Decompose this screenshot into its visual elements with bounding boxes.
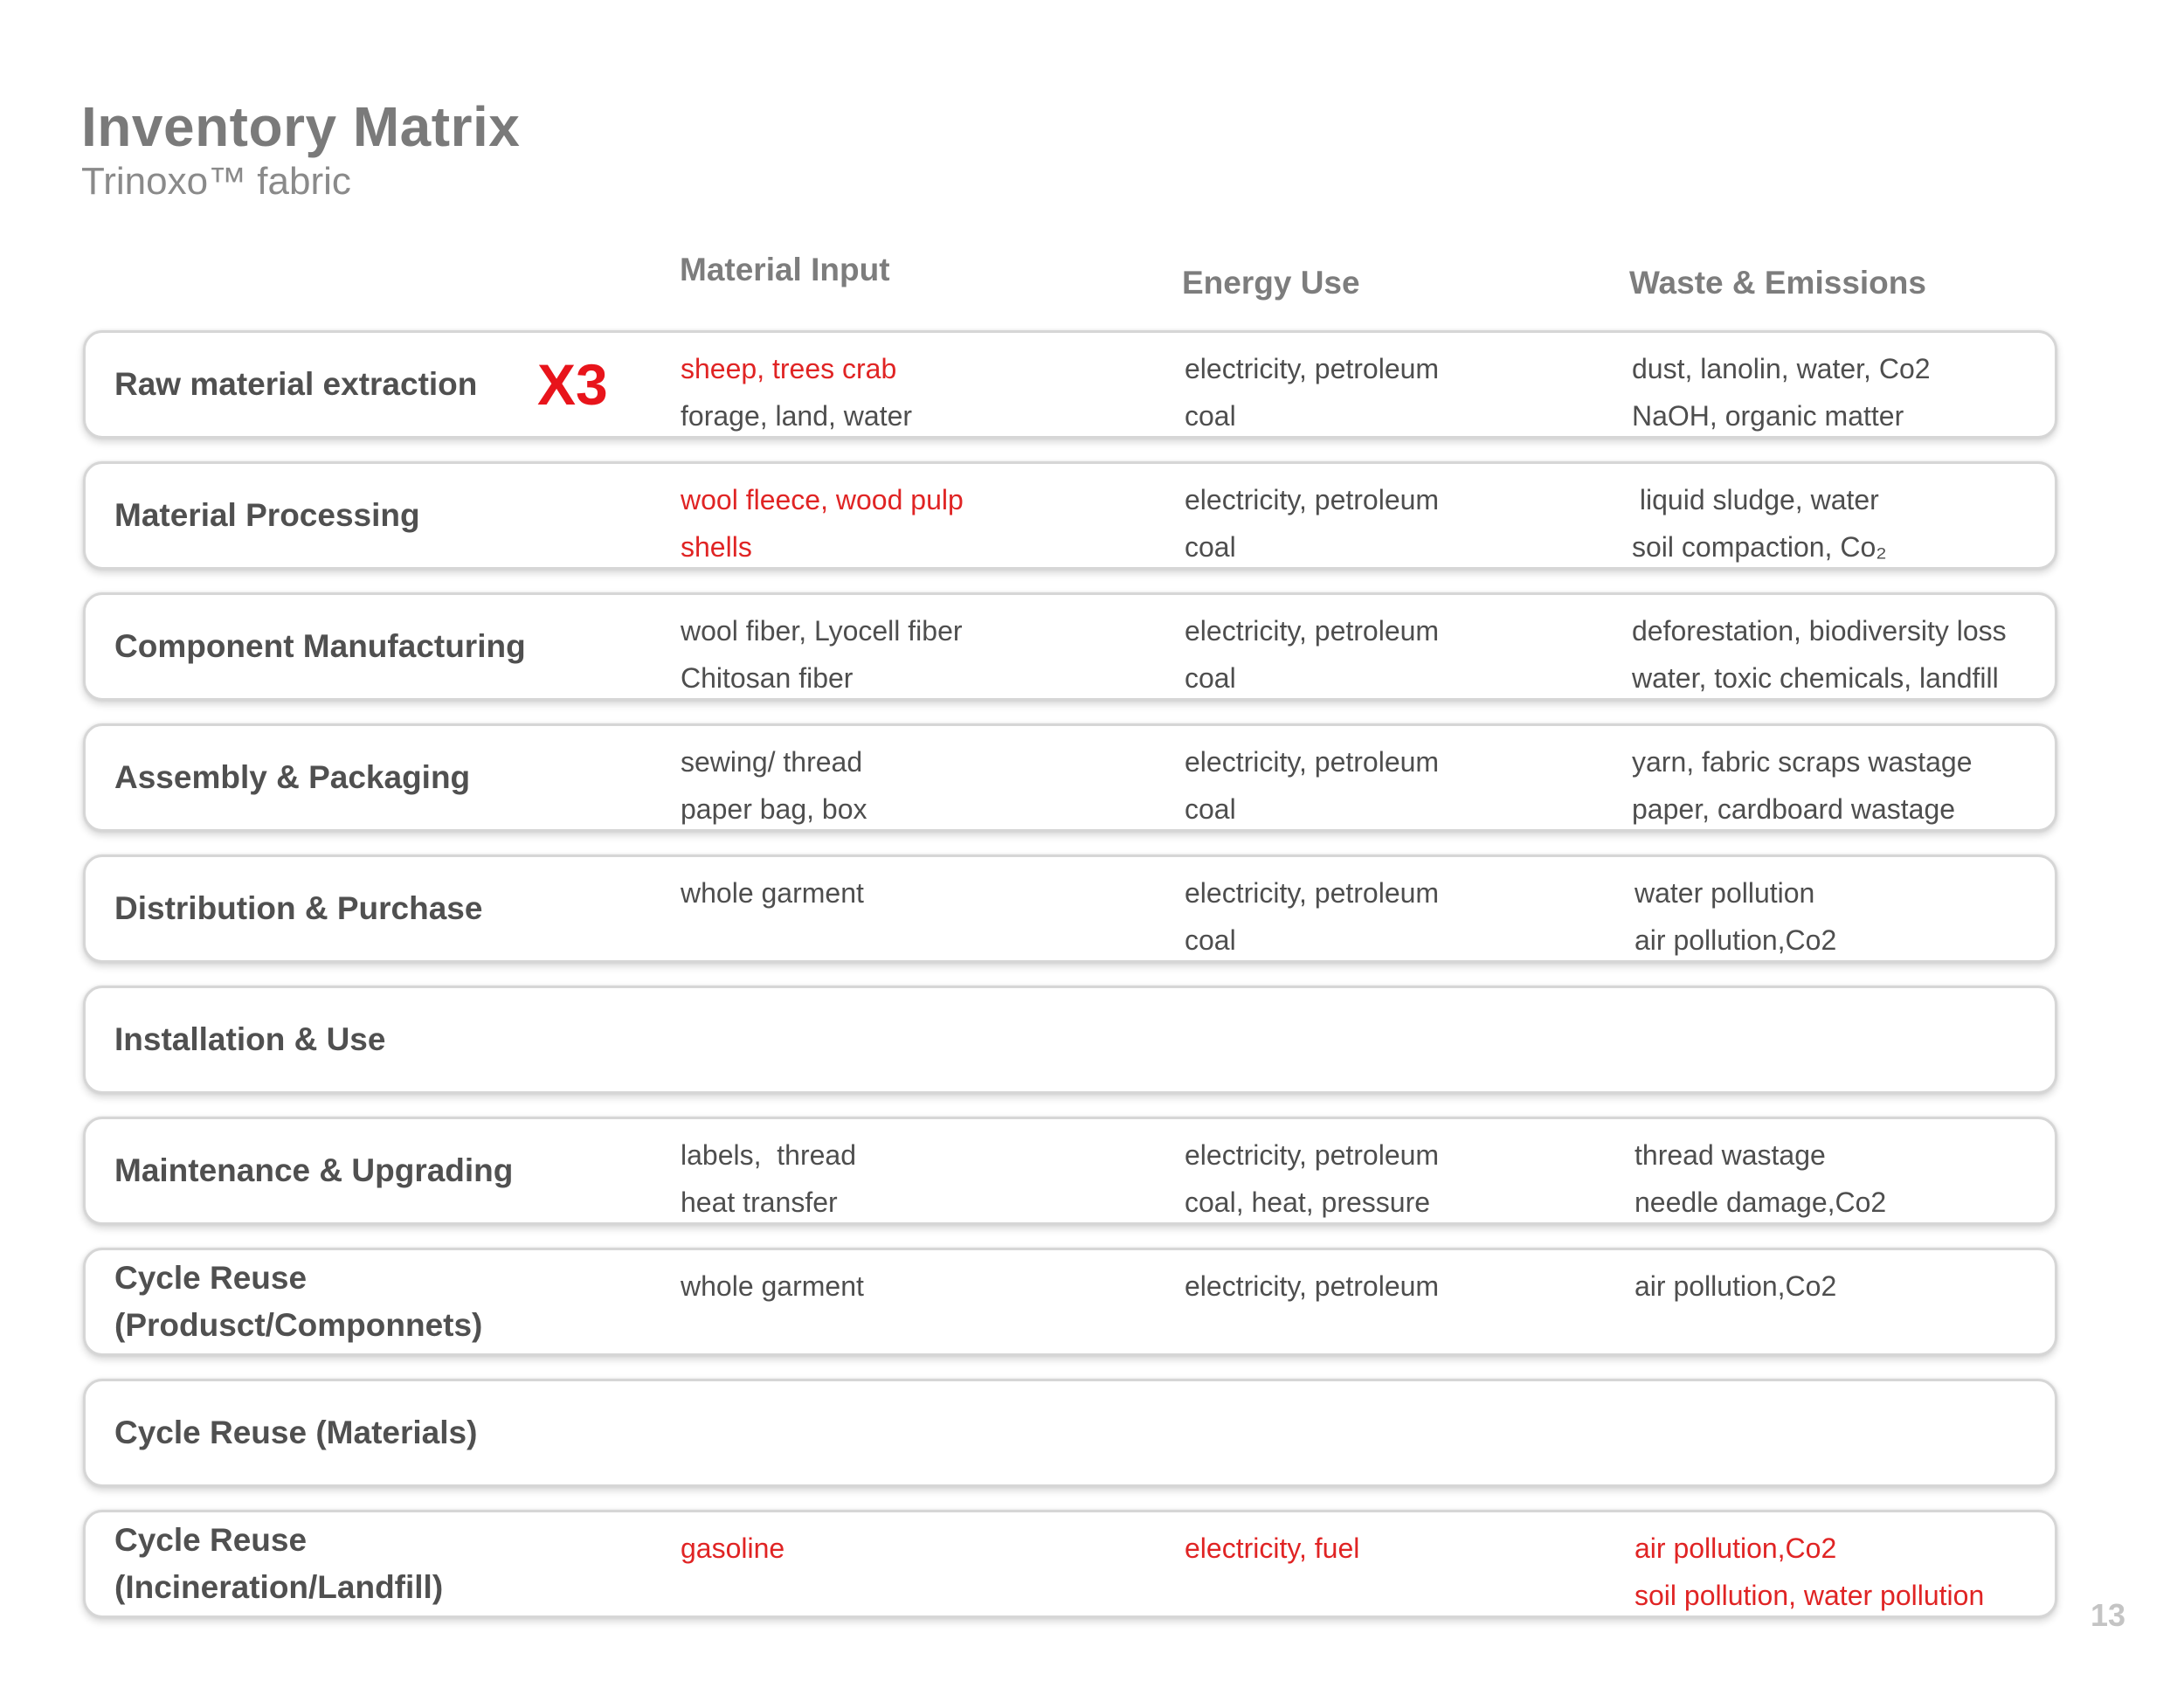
page-subtitle: Trinoxo™ fabric <box>81 160 351 203</box>
energy-line: electricity, petroleum <box>1185 484 1440 515</box>
waste-line: water pollution <box>1635 877 1815 909</box>
waste-line: needle damage,Co2 <box>1635 1186 1887 1218</box>
material-input-cell <box>681 476 964 571</box>
waste-line: air pollution,Co2 <box>1635 1532 1837 1564</box>
stage-label: Maintenance & Upgrading <box>114 1152 514 1188</box>
page-number: 13 <box>2091 1597 2126 1633</box>
energy-line: electricity, petroleum <box>1185 1270 1440 1302</box>
energy-line: electricity, fuel <box>1185 1532 1360 1564</box>
waste-emissions-cell <box>1632 607 2007 702</box>
waste-emissions-cell <box>1632 738 1973 833</box>
stage-label: Assembly & Packaging <box>114 759 471 795</box>
matrix-row-installation-use <box>83 986 2057 1094</box>
stage-label: Component Manufacturing <box>114 628 526 664</box>
matrix-row-distribution-purchase <box>83 854 2057 963</box>
energy-use-cell <box>1185 738 1439 833</box>
energy-use-cell <box>1185 476 1439 571</box>
energy-line: electricity, petroleum <box>1185 746 1440 778</box>
material-line: wool fleece, wood pulp <box>681 484 964 515</box>
energy-line: coal <box>1185 662 1236 694</box>
matrix-row-raw-material-extraction <box>83 330 2057 439</box>
waste-emissions-cell <box>1635 1131 1886 1226</box>
stage-label-line: Cycle Reuse <box>114 1260 308 1296</box>
material-input-cell <box>681 869 864 917</box>
waste-line: soil compaction, Co₂ <box>1632 531 1887 563</box>
energy-use-cell <box>1185 1131 1439 1226</box>
waste-emissions-cell <box>1632 476 1887 571</box>
material-line: gasoline <box>681 1532 785 1564</box>
material-input-cell <box>681 345 912 439</box>
stage-label <box>114 1255 674 1349</box>
energy-use-cell <box>1185 607 1439 702</box>
waste-line: dust, lanolin, water, Co2 <box>1632 353 1931 384</box>
waste-line: deforestation, biodiversity loss <box>1632 615 2007 647</box>
column-header-energy: Energy Use <box>1182 265 1360 301</box>
material-line: shells <box>681 531 752 563</box>
waste-emissions-cell <box>1632 345 1931 439</box>
stage-label: Distribution & Purchase <box>114 890 483 926</box>
matrix-row-assembly-packaging <box>83 723 2057 832</box>
energy-line: coal, heat, pressure <box>1185 1186 1431 1218</box>
energy-line: electricity, petroleum <box>1185 1139 1440 1171</box>
multiplier-marker: X3 <box>537 352 608 417</box>
stage-label: Material Processing <box>114 497 420 533</box>
energy-line: coal <box>1185 793 1236 825</box>
material-line: whole garment <box>681 1270 864 1302</box>
material-line: paper bag, box <box>681 793 867 825</box>
energy-use-cell <box>1185 345 1439 439</box>
page-title: Inventory Matrix <box>81 95 521 158</box>
stage-label-line: Cycle Reuse <box>114 1522 308 1558</box>
material-input-cell <box>681 1525 784 1572</box>
waste-line: NaOH, organic matter <box>1632 400 1904 432</box>
waste-emissions-cell <box>1635 1263 1836 1310</box>
material-line: wool fiber, Lyocell fiber <box>681 615 963 647</box>
column-header-waste: Waste & Emissions <box>1629 265 1926 301</box>
waste-line: thread wastage <box>1635 1139 1826 1171</box>
matrix-row-component-manufacturing <box>83 592 2057 701</box>
material-input-cell <box>681 607 963 702</box>
column-header-material: Material Input <box>680 252 890 287</box>
waste-line: yarn, fabric scraps wastage <box>1632 746 1973 778</box>
matrix-row-cycle-reuse-incineration <box>83 1510 2057 1618</box>
stage-label-line: (Incineration/Landfill) <box>114 1569 444 1605</box>
energy-use-cell <box>1185 1525 1359 1572</box>
material-line: heat transfer <box>681 1186 838 1218</box>
material-input-cell <box>681 738 867 833</box>
stage-label: Cycle Reuse (Materials) <box>114 1415 478 1450</box>
matrix-row-maintenance-upgrading <box>83 1117 2057 1225</box>
waste-emissions-cell <box>1635 869 1836 964</box>
waste-line: air pollution,Co2 <box>1635 924 1837 956</box>
energy-line: coal <box>1185 924 1236 956</box>
matrix-row-material-processing <box>83 461 2057 570</box>
material-line: sheep, trees crab <box>681 353 897 384</box>
material-line: forage, land, water <box>681 400 913 432</box>
matrix-row-cycle-reuse-materials <box>83 1379 2057 1487</box>
material-line: whole garment <box>681 877 864 909</box>
waste-line: soil pollution, water pollution <box>1635 1580 1985 1611</box>
material-input-cell <box>681 1263 864 1310</box>
waste-line: liquid sludge, water <box>1632 484 1879 515</box>
waste-emissions-cell <box>1635 1525 1984 1619</box>
material-input-cell <box>681 1131 856 1226</box>
waste-line: air pollution,Co2 <box>1635 1270 1837 1302</box>
energy-use-cell <box>1185 869 1439 964</box>
stage-label <box>114 1517 674 1611</box>
material-line: labels, thread <box>681 1139 857 1171</box>
stage-label: Installation & Use <box>114 1021 386 1057</box>
energy-line: electricity, petroleum <box>1185 877 1440 909</box>
material-line: sewing/ thread <box>681 746 863 778</box>
waste-line: water, toxic chemicals, landfill <box>1632 662 1999 694</box>
energy-line: coal <box>1185 400 1236 432</box>
matrix-row-cycle-reuse-product <box>83 1248 2057 1356</box>
energy-line: electricity, petroleum <box>1185 353 1440 384</box>
stage-label: Raw material extraction <box>114 366 478 402</box>
stage-label-line: (Produsct/Componnets) <box>114 1307 483 1343</box>
energy-line: coal <box>1185 531 1236 563</box>
waste-line: paper, cardboard wastage <box>1632 793 1956 825</box>
energy-line: electricity, petroleum <box>1185 615 1440 647</box>
energy-use-cell <box>1185 1263 1439 1310</box>
material-line: Chitosan fiber <box>681 662 854 694</box>
